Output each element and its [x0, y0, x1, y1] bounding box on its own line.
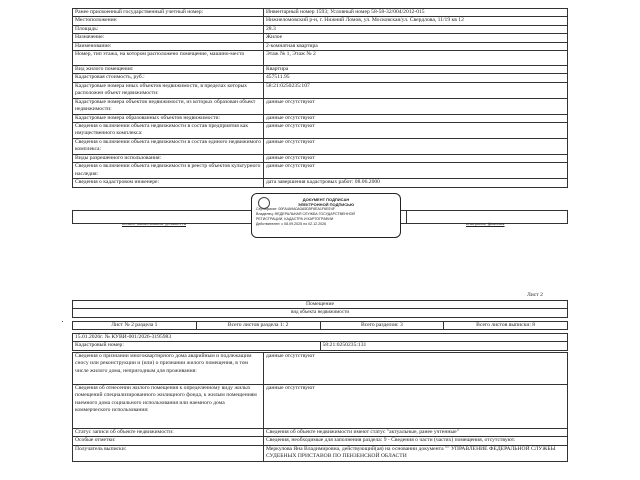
row-value: данные отсутствуют [264, 353, 568, 385]
row-value: Жилое [264, 34, 568, 42]
row-value: дата завершения кадастровых работ: 08.06.2000 [264, 179, 568, 187]
row-label: Местоположение: [73, 17, 264, 25]
row-label: Площадь: [73, 25, 264, 33]
row-value: данные отсутствуют [264, 98, 568, 114]
emblem-icon [258, 197, 270, 209]
row-value: Этаж № 1, Этаж № 2 [264, 51, 568, 66]
row-label: Виды разрешенного использования: [73, 154, 264, 162]
meta-sheets-section: Всего листов раздела 1: 2 [196, 322, 320, 330]
table-row [73, 17, 568, 25]
table-row [73, 123, 568, 139]
sheet-meta-table [72, 321, 568, 330]
table-row [73, 437, 568, 445]
row-value: Сведения, необходимые для заполнения раздела: 9 - Сведения о части (частях) помещения, отсутствуют. [264, 437, 568, 445]
row-label: Статус записи об объекте недвижимости: [73, 429, 264, 437]
table-row [73, 66, 568, 74]
table-row [73, 51, 568, 66]
row-label: Наименование: [73, 42, 264, 50]
table-row [73, 9, 568, 17]
row-value: данные отсутствуют [264, 138, 568, 154]
table-row [73, 163, 568, 179]
table-row [73, 34, 568, 42]
row-label: Сведения о кадастровом инженере: [73, 179, 264, 187]
table-row [73, 74, 568, 82]
object-type-table [72, 300, 568, 318]
row-value: Сведения об объекте недвижимости имеют статус "актуальные, ранее учтенные" [264, 429, 568, 437]
row-label: Сведения об отнесении жилого помещения к определенному виду жилых помещений специализированного жилищного фонда, к жилым помещениям наемного дома социального использования или наемного дома коммерческого использования: [73, 385, 264, 429]
stamp-owner-2: РЕГИСТРАЦИИ, КАДАСТРА И КАРТОГРАФИИ [256, 217, 334, 221]
row-label: Кадастровые номера образованных объектов недвижимости: [73, 114, 264, 122]
row-label: Получатель выписки: [73, 445, 264, 461]
table-row [73, 353, 568, 385]
row-value: данные отсутствуют [264, 123, 568, 139]
object-details-table [72, 8, 568, 188]
row-value: 457511.95 [264, 74, 568, 82]
position-label: полное наименование должности [122, 221, 186, 226]
row-value: 58:21:0250235:107 [264, 82, 568, 98]
row-label: Особые отметки: [73, 437, 264, 445]
row-label: Кадастровые номера объектов недвижимости, из которых образован объект недвижимости: [73, 98, 264, 114]
meta-total-sheets: Всего листов выписки: 8 [444, 322, 568, 330]
stamp-owner: Владелец: ФЕДЕРАЛЬНАЯ СЛУЖБА ГОСУДАРСТВЕННОЙ [256, 212, 355, 216]
row-value: данные отсутствуют [264, 385, 568, 429]
stamp-subtitle: ЭЛЕКТРОННОЙ ПОДПИСЬЮ [297, 202, 355, 207]
row-label: Вид жилого помещения: [73, 66, 264, 74]
table-row [73, 429, 568, 437]
table-row [73, 42, 568, 50]
meta-sheet: Лист № 2 раздела 1 [73, 322, 197, 330]
object-subtitle: вид объекта недвижимости [73, 309, 568, 317]
row-label: Номер, тип этажа, на котором расположено помещение, машино-место [73, 51, 264, 66]
stamp-certificate: Сертификат: 00FA4A9A0A3A5D5F6EA1F6EE4F [256, 207, 336, 211]
row-value: данные отсутствуют [264, 154, 568, 162]
table-row [73, 154, 568, 162]
row-label: Ранее присвоенный государственный учетный номер: [73, 9, 264, 17]
table-row [73, 138, 568, 154]
name-label: инициалы, фамилия [466, 221, 505, 226]
object-status-table [72, 352, 568, 462]
row-value: Квартира [264, 66, 568, 74]
row-label: Кадастровая стоимость, руб.: [73, 74, 264, 82]
table-row [73, 445, 568, 461]
cadastral-label: Кадастровый номер: [73, 342, 321, 350]
extract-id: 15.01.2026г. № КУВИ-001/2026-3195983 [73, 334, 568, 342]
row-value: 2-комнатная квартира [264, 42, 568, 50]
stamp-validity: Действителен: с 08.09.2025 по 02.12.2026 [256, 222, 327, 226]
row-value: данные отсутствуют [264, 163, 568, 179]
row-label: Сведения о признании многоквартирного дома аварийным и подлежащим сносу или реконструкции и (или) о признании жилого помещения, в том числе жилого дома, непригодным для проживания: [73, 353, 264, 385]
extract-header-table [72, 333, 568, 351]
table-row [73, 82, 568, 98]
table-row [73, 179, 568, 187]
row-label: Сведения о включении объекта недвижимости в реестр объектов культурного наследия: [73, 163, 264, 179]
table-row [73, 98, 568, 114]
row-value: данные отсутствуют [264, 114, 568, 122]
row-label: Назначение: [73, 34, 264, 42]
row-label: Сведения о включении объекта недвижимости в состав предприятия как имущественного комплекса: [73, 123, 264, 139]
table-row [73, 25, 568, 33]
row-value: Нижнеломовский р-н, г. Нижний Ломов, ул. Московская/ул. Свердлова, 11/19 кв 12 [264, 17, 568, 25]
stamp-title: ДОКУМЕНТ ПОДПИСАН [302, 197, 350, 202]
table-row [73, 114, 568, 122]
row-label: Кадастровые номера иных объектов недвижимости, в пределах которых расположен объект недвижимости: [73, 82, 264, 98]
sheet-number: Лист 2 [527, 292, 543, 298]
meta-sections: Всего разделов: 3 [320, 322, 444, 330]
cadastral-value: 58:21:0250235:131 [320, 342, 568, 350]
row-label: Сведения о включении объекта недвижимости в состав единого недвижимого комплекса: [73, 138, 264, 154]
table-row [73, 385, 568, 429]
row-value: Меркулова Яна Владимировна, действующий(ая) на основании документа "" УПРАВЛЕНИЕ ФЕДЕРАЛЬНОЙ СЛУЖБЫ СУДЕБНЫХ ПРИСТАВОВ ПО ПЕНЗЕНСКОЙ ОБЛАСТИ [264, 445, 568, 461]
electronic-signature-stamp [251, 193, 401, 238]
row-value: Инвентарный номер 1593; Условный номер 58-58-32/004/2012-015 [264, 9, 568, 17]
object-title: Помещение [73, 301, 568, 309]
row-value: 28.3 [264, 25, 568, 33]
